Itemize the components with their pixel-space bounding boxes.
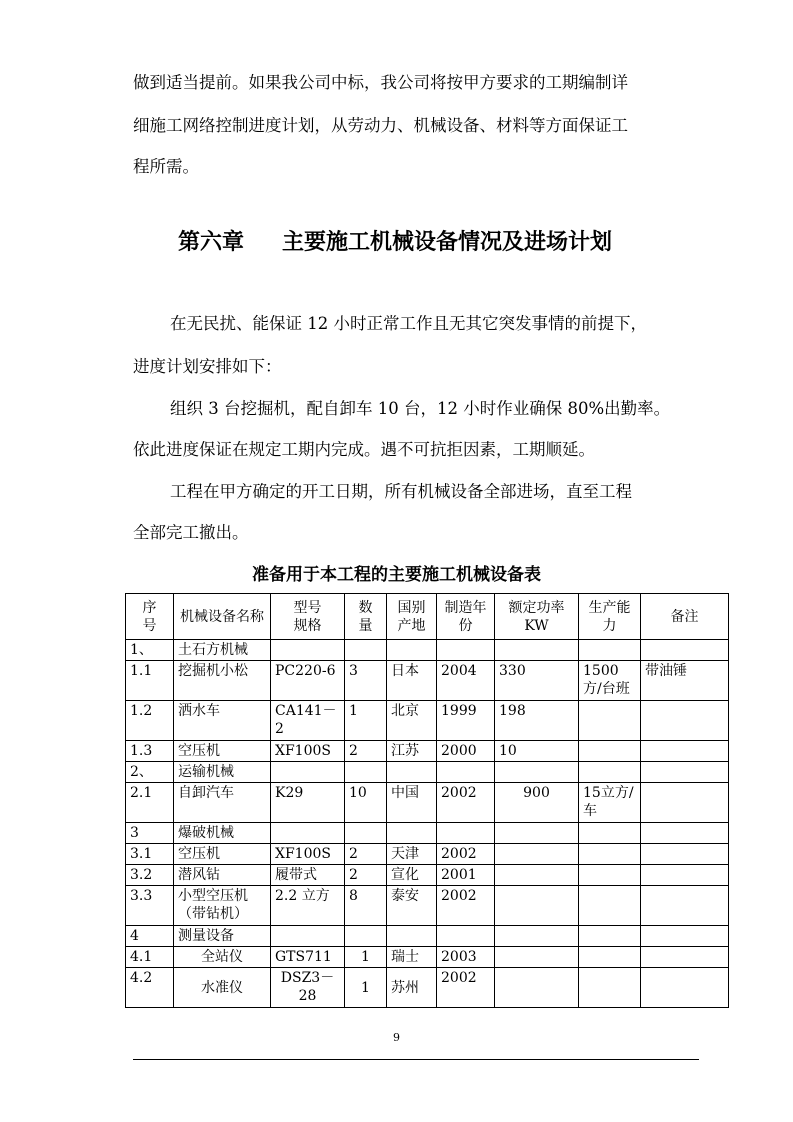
header-remarks: 备注: [641, 594, 729, 640]
header-quantity: 数量: [345, 594, 387, 640]
chapter-title: 主要施工机械设备情况及进场计划: [282, 230, 613, 255]
header-year: 制造年份: [437, 594, 495, 640]
header-power: 额定功率KW: [495, 594, 579, 640]
paragraph-1-line-1: 在无民扰、能保证 12 小时正常工作且无其它突发事情的前提下，: [170, 314, 647, 333]
table-header-row: [126, 594, 729, 640]
intro-line-3: 程所需。: [133, 157, 199, 176]
header-index: 序号: [126, 594, 174, 640]
table-row: 3.3 小型空压机（带钻机） 2.2 立方 8 泰安 2002: [126, 886, 729, 926]
header-origin: 国别产地: [387, 594, 437, 640]
intro-line-1: 做到适当提前。如果我公司中标，我公司将按甲方要求的工期编制详: [133, 73, 628, 92]
chapter-heading: [178, 228, 612, 258]
table-row: 1.1 挖掘机小松 PC220-6 3 日本 2004 330 1500方/台班 带油锤: [126, 661, 729, 701]
table-row: 2、 运输机械: [126, 762, 729, 783]
table-row: 3.2 潜风钻 履带式 2 宣化 2001: [126, 865, 729, 886]
equipment-table: [125, 593, 729, 1008]
intro-line-2: 细施工网络控制进度计划，从劳动力、机械设备、材料等方面保证工: [133, 116, 628, 135]
paragraph-3-line-2: 全部完工撤出。: [133, 523, 249, 542]
footer-divider: [133, 1059, 699, 1060]
table-row: 4.1 全站仪 GTS711 1 瑞士 2003: [126, 947, 729, 968]
table-row: 2.1 自卸汽车 K29 10 中国 2002 900 15立方/车: [126, 783, 729, 823]
paragraph-2-line-1: 组织 3 台挖掘机，配自卸车 10 台，12 小时作业确保 80%出勤率。: [170, 399, 671, 418]
table-row: 4.2 水准仪 DSZ3－28 1 苏州 2002: [126, 968, 729, 1008]
table-row: 1.2 洒水车 CA141－2 1 北京 1999 198: [126, 701, 729, 741]
table-row: 4 测量设备: [126, 926, 729, 947]
paragraph-2-line-2: 依此进度保证在规定工期内完成。遇不可抗拒因素，工期顺延。: [133, 440, 595, 459]
page-number: 9: [393, 1031, 400, 1044]
header-model: 型号规格: [271, 594, 345, 640]
table-row: 3.1 空压机 XF100S 2 天津 2002: [126, 844, 729, 865]
header-name: 机械设备名称: [174, 594, 271, 640]
table-row: 1.3 空压机 XF100S 2 江苏 2000 10: [126, 741, 729, 762]
table-title: 准备用于本工程的主要施工机械设备表: [252, 565, 541, 585]
table-row: 3 爆破机械: [126, 823, 729, 844]
chapter-number: 第六章: [178, 230, 245, 255]
paragraph-1-line-2: 进度计划安排如下：: [133, 357, 282, 376]
paragraph-3-line-1: 工程在甲方确定的开工日期，所有机械设备全部进场，直至工程: [170, 482, 632, 501]
header-capacity: 生产能力: [579, 594, 641, 640]
table-row: 1、 土石方机械: [126, 640, 729, 661]
